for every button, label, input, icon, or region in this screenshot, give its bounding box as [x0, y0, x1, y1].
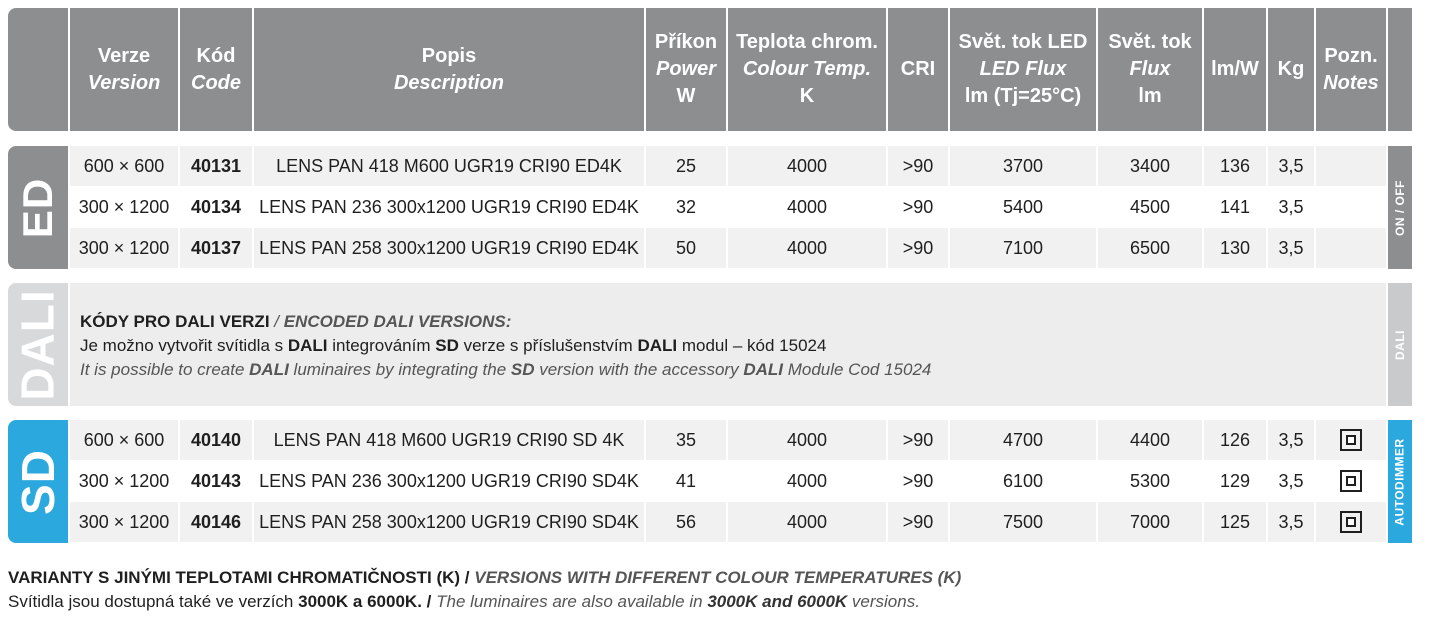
col-power-unit: W [676, 85, 696, 107]
cell-lmw: 126 [1204, 420, 1266, 460]
col-power-cz: Příkon [654, 31, 718, 53]
square-target-inner [1346, 517, 1356, 527]
cell-version: 600 × 600 [70, 420, 178, 460]
notes-cell [1316, 502, 1386, 542]
col-notes-en: Notes [1323, 71, 1379, 94]
dali-en-d: SD [510, 360, 535, 379]
col-ledflux-en: LED Flux [979, 58, 1067, 80]
cell-temp: 4000 [728, 461, 886, 501]
dali-en-c: luminaires by integrating the [288, 360, 511, 379]
cell-led-flux: 7500 [950, 502, 1096, 542]
cell-led-flux: 4700 [950, 420, 1096, 460]
cell-version: 300 × 1200 [70, 502, 178, 542]
cell-cri: >90 [888, 228, 948, 268]
notes-cell [1316, 228, 1386, 268]
dali-en-a: It is possible to create [80, 360, 250, 379]
footer-c: . / [417, 592, 437, 611]
dali-cz-e: verze s příslušenstvím [458, 336, 638, 355]
col-flux-unit: lm [1138, 85, 1162, 107]
footer-f: versions. [847, 592, 920, 611]
col-flux-en: Flux [1129, 58, 1171, 80]
square-target-inner [1346, 476, 1356, 486]
header-right-cap [1388, 8, 1412, 131]
dali-en-g: Module Cod 15024 [782, 360, 932, 379]
cell-desc: LENS PAN 258 300x1200 UGR19 CRI90 ED4K [254, 228, 644, 268]
col-temp-header [728, 8, 886, 131]
dali-info-line-en [80, 358, 1386, 382]
notes-cell [1316, 420, 1386, 460]
cell-flux: 3400 [1098, 146, 1202, 186]
col-cri-label: CRI [900, 58, 936, 80]
cell-flux: 4500 [1098, 187, 1202, 227]
col-ledflux-cz: Svět. tok LED [958, 31, 1088, 53]
footer-title-en: VERSIONS WITH DIFFERENT COLOUR TEMPERATURES (K) [474, 568, 962, 587]
cell-temp: 4000 [728, 502, 886, 542]
dali-strip [1388, 283, 1412, 406]
cell-desc: LENS PAN 236 300x1200 UGR19 CRI90 SD4K [254, 461, 644, 501]
cell-led-flux: 3700 [950, 146, 1096, 186]
footer-title-cz: VARIANTY S JINÝMI TEPLOTAMI CHROMATIČNOSTI (K) [8, 568, 461, 587]
col-flux-header [1098, 8, 1202, 131]
cell-cri: >90 [888, 502, 948, 542]
cell-desc: LENS PAN 236 300x1200 UGR19 CRI90 ED4K [254, 187, 644, 227]
cell-power: 35 [646, 420, 726, 460]
cell-cri: >90 [888, 146, 948, 186]
dali-cz-d: SD [435, 336, 459, 355]
cell-power: 25 [646, 146, 726, 186]
col-temp-unit: K [799, 85, 815, 107]
col-temp-en: Colour Temp. [742, 58, 872, 80]
cell-flux: 7000 [1098, 502, 1202, 542]
notes-cell [1316, 146, 1386, 186]
col-version-en: Version [87, 71, 161, 94]
autodimmer-label: AUTODIMMER [1393, 437, 1408, 526]
dali-en-e: version with the accessory [534, 360, 744, 379]
cell-kg: 3,5 [1268, 502, 1314, 542]
dali-tab-label: DALI [12, 288, 65, 401]
dali-section-tab [8, 283, 68, 406]
cell-temp: 4000 [728, 420, 886, 460]
square-target-icon [1340, 429, 1362, 451]
cell-code: 40146 [180, 502, 252, 542]
cell-cri: >90 [888, 461, 948, 501]
col-temp-cz: Teplota chrom. [736, 31, 878, 53]
ed-tab-label: ED [14, 177, 62, 238]
cell-led-flux: 7100 [950, 228, 1096, 268]
cell-code: 40131 [180, 146, 252, 186]
cell-lmw: 141 [1204, 187, 1266, 227]
footer-e: 3000K and 6000K [707, 592, 848, 611]
cell-temp: 4000 [728, 187, 886, 227]
cell-lmw: 129 [1204, 461, 1266, 501]
cell-power: 50 [646, 228, 726, 268]
cell-lmw: 130 [1204, 228, 1266, 268]
dali-cz-b: DALI [287, 336, 328, 355]
notes-cell [1316, 461, 1386, 501]
col-code-en: Code [191, 71, 241, 94]
cell-desc: LENS PAN 258 300x1200 UGR19 CRI90 SD4K [254, 502, 644, 542]
ed-section-tab [8, 146, 68, 269]
dali-info-title [80, 310, 1386, 334]
cell-code: 40143 [180, 461, 252, 501]
col-kg-label: Kg [1277, 58, 1305, 80]
col-cri-header [888, 8, 948, 131]
col-lmw-label: lm/W [1211, 58, 1259, 80]
cell-version: 300 × 1200 [70, 228, 178, 268]
on-off-strip [1388, 146, 1412, 269]
dali-en-b: DALI [249, 360, 289, 379]
notes-cell [1316, 187, 1386, 227]
col-lmw-header [1204, 8, 1266, 131]
col-desc-en: Description [393, 71, 505, 94]
cell-led-flux: 6100 [950, 461, 1096, 501]
cell-kg: 3,5 [1268, 228, 1314, 268]
autodimmer-strip [1388, 420, 1412, 543]
cell-power: 56 [646, 502, 726, 542]
dali-strip-label: DALI [1393, 329, 1407, 360]
col-code-header [180, 8, 252, 131]
col-power-header [646, 8, 726, 131]
cell-version: 300 × 1200 [70, 461, 178, 501]
col-kg-header [1268, 8, 1314, 131]
header-corner [8, 8, 68, 131]
cell-lmw: 136 [1204, 146, 1266, 186]
cell-desc: LENS PAN 418 M600 UGR19 CRI90 SD 4K [254, 420, 644, 460]
cell-flux: 4400 [1098, 420, 1202, 460]
cell-cri: >90 [888, 420, 948, 460]
square-target-icon [1340, 511, 1362, 533]
cell-temp: 4000 [728, 146, 886, 186]
footer-a: Svítidla jsou dostupná také ve verzích [8, 592, 299, 611]
cell-desc: LENS PAN 418 M600 UGR19 CRI90 ED4K [254, 146, 644, 186]
dali-cz-f: DALI [637, 336, 678, 355]
cell-temp: 4000 [728, 228, 886, 268]
cell-version: 300 × 1200 [70, 187, 178, 227]
cell-flux: 5300 [1098, 461, 1202, 501]
col-code-cz: Kód [196, 44, 236, 67]
dali-info-line-cz [80, 334, 1386, 358]
dali-cz-a: Je možno vytvořit svítidla s [80, 336, 288, 355]
cell-kg: 3,5 [1268, 420, 1314, 460]
footer-title [8, 566, 1408, 590]
cell-kg: 3,5 [1268, 187, 1314, 227]
on-off-label: ON / OFF [1393, 179, 1407, 236]
col-notes-cz: Pozn. [1324, 44, 1378, 67]
dali-title-sep: / [269, 312, 284, 331]
col-desc-cz: Popis [421, 44, 477, 67]
square-target-inner [1346, 435, 1356, 445]
dali-en-f: DALI [743, 360, 783, 379]
col-desc-header [254, 8, 644, 131]
cell-power: 41 [646, 461, 726, 501]
sd-section-tab [8, 420, 68, 543]
col-ledflux-unit: lm (Tj=25°C) [964, 85, 1082, 107]
dali-info-box [70, 283, 1386, 406]
col-power-en: Power [655, 58, 717, 80]
cell-cri: >90 [888, 187, 948, 227]
cell-lmw: 125 [1204, 502, 1266, 542]
cell-led-flux: 5400 [950, 187, 1096, 227]
col-ledflux-header [950, 8, 1096, 131]
cell-power: 32 [646, 187, 726, 227]
cell-version: 600 × 600 [70, 146, 178, 186]
cell-flux: 6500 [1098, 228, 1202, 268]
sd-tab-label: SD [12, 448, 64, 515]
dali-title-en: ENCODED DALI VERSIONS: [283, 312, 512, 331]
dali-cz-g: modul – kód 15024 [677, 336, 827, 355]
col-version-cz: Verze [97, 44, 151, 67]
cell-kg: 3,5 [1268, 461, 1314, 501]
footer-note [8, 566, 1408, 614]
footer-title-sep: / [460, 568, 475, 587]
footer-d: The luminaires are also available in [436, 592, 708, 611]
footer-line [8, 590, 1408, 614]
col-notes-header [1316, 8, 1386, 131]
col-flux-cz: Svět. tok [1108, 31, 1192, 53]
dali-title-cz: KÓDY PRO DALI VERZI [80, 312, 270, 331]
cell-code: 40134 [180, 187, 252, 227]
dali-cz-c: integrováním [327, 336, 436, 355]
cell-code: 40137 [180, 228, 252, 268]
cell-code: 40140 [180, 420, 252, 460]
footer-b: 3000K a 6000K [298, 592, 418, 611]
square-target-icon [1340, 470, 1362, 492]
col-version-header [70, 8, 178, 131]
cell-kg: 3,5 [1268, 146, 1314, 186]
